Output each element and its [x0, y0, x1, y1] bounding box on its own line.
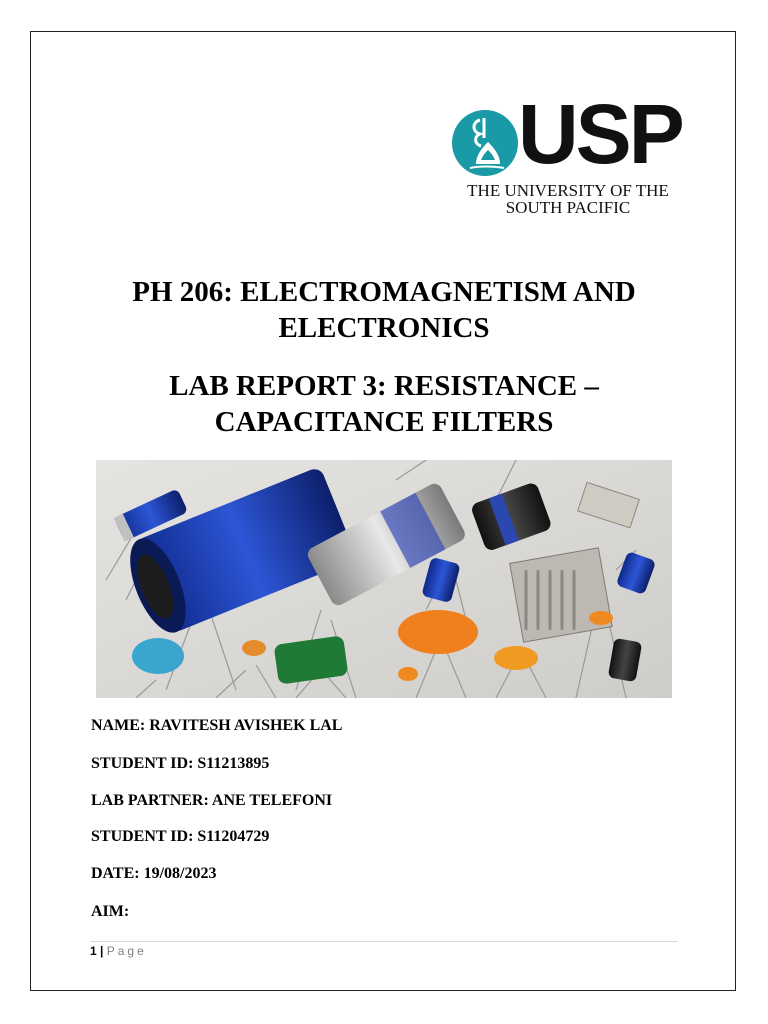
report-title-line-1: LAB REPORT 3: RESISTANCE – [169, 370, 599, 402]
report-title-line-2: CAPACITANCE FILTERS [214, 406, 554, 438]
lab-partner: LAB PARTNER: ANE TELEFONI [91, 792, 333, 809]
usp-logo [450, 87, 682, 224]
university-name [454, 182, 682, 216]
page-label: Page [106, 944, 147, 958]
report-date: DATE: 19/08/2023 [91, 865, 217, 882]
usp-emblem-icon [450, 108, 520, 178]
course-title [60, 274, 708, 346]
logo-wordmark: USP [518, 87, 682, 181]
university-name-line-2: SOUTH PACIFIC [505, 198, 631, 217]
report-title [60, 368, 708, 440]
footer-divider [90, 941, 678, 942]
student-id: STUDENT ID: S11213895 [91, 755, 270, 772]
capacitors-photo [96, 460, 672, 698]
course-title-line-1: PH 206: ELECTROMAGNETISM AND [132, 276, 636, 308]
footer-separator: | [100, 944, 104, 958]
aim-heading: AIM: [91, 903, 130, 920]
course-title-line-2: ELECTRONICS [278, 312, 490, 344]
page-number: 1 [90, 944, 97, 958]
student-name: NAME: RAVITESH AVISHEK LAL [91, 717, 343, 734]
page-footer [90, 943, 147, 959]
university-name-line-1: THE UNIVERSITY OF THE [467, 181, 669, 200]
partner-student-id: STUDENT ID: S11204729 [91, 828, 270, 845]
